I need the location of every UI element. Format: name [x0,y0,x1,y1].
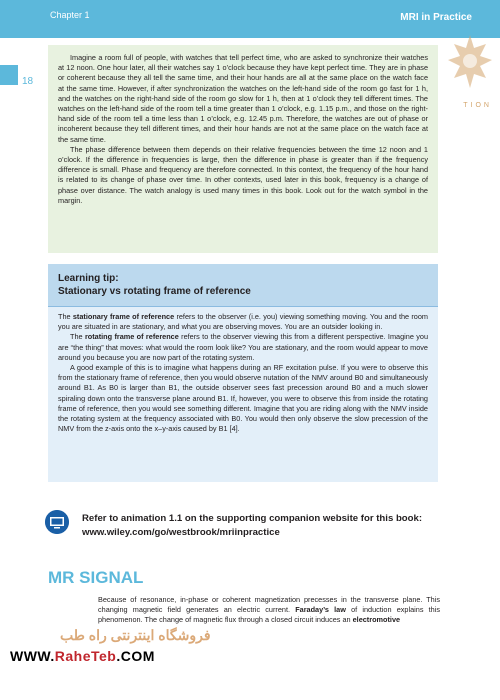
animation-reference-text: Refer to animation 1.1 on the supporting companion website for this book: [82,513,423,524]
watermark-url: WWW.RaheTeb.COM [10,648,155,664]
tip-paragraph-3: A good example of this is to imagine what happens during an RF excitation pulse. If you were to observe this from the stationary frame of reference, then you would observe nutation of the NMV around B0 and simultaneously around B1. As B0 is larger than B1, the outside observer sees fast precession around B0 and a much slower spiraling down onto the transverse plane around B1. If, however, you were to observe this from inside the rotating frame of reference, then you would see something different. Imagine that you are riding along with the NMV inside the rotating system at the frequency associated with B0. You would then only observe the slow precession of the NMV from the z-axis onto the x–y-axis caused by B1 [4]. [58,363,428,434]
watermark-shop-name: فروشگاه اینترنتی راه طب [60,627,211,643]
watch-paragraph-2: The phase difference between them depends on their relative frequencies between the time 12 noon and 1 o’clock. If the difference in frequencies is large, then the difference in phase is greater than if the frequency difference is small. Phase and frequency are therefore connected. In this context, the frequency of the hour hand is related to its change of phase over time. In other contexts, used later in this book, frequency is a change of phase over distance. The watch analogy is used many times in this book. Look out for the watch symbol in the margin. [58,144,428,205]
learning-tip-box [48,264,438,482]
learning-tip-header [48,264,438,307]
term-electromotive: electromotive [352,615,401,625]
mr-signal-paragraph: Because of resonance, in-phase or coherent magnetization precesses in the transverse plane. This changing magnetic field generates an electric current. Faraday’s law of induction explains this phenomenon. The change of magnetic flux through a closed circuit induces an electromotive [98,595,440,625]
companion-website-link[interactable]: www.wiley.com/go/westbrook/mriinpractice [82,527,280,538]
page-number: 18 [22,76,34,87]
book-title: MRI in Practice [400,12,472,23]
watch-paragraph-1: Imagine a room full of people, with watches that tell perfect time, who are asked to synchronize their watches at 12 noon. One hour later, all their watches say 1 o’clock because they have kept perfect time. They are in phase or coherent because they all tell the same time, and their hour hands are all at the same place on the watch face at the same time. However, if after synchronization the watches on the left-hand side of the room go fast for 1 h, and the watches on the right-hand side of the room go slow for 1 h, then at 1 o’clock they tell different times. The watches on the left-hand side of the room tell a time greater than 1 o’clock, e.g. 1.15 p.m., and those on the right-hand side of the room tell a time less than 1 o’clock, e.g. 12.45 p.m. Therefore, the watches are out of phase or incoherent because they tell different times, and their hour hands are not at the same place on the watch face at the same time. [58,53,428,144]
watermark-logo-text: TION [463,102,492,109]
term-faradays-law: Faraday’s law [295,605,346,615]
learning-tip-body [48,307,438,439]
learning-tip-label: Learning tip: [58,273,119,284]
section-heading-mr-signal: MR SIGNAL [48,568,144,587]
term-stationary-frame: stationary frame of reference [72,312,175,321]
term-rotating-frame: rotating frame of reference [84,332,179,342]
watch-analogy-box [48,45,438,253]
page-number-tab [0,65,18,85]
tip-paragraph-2: The rotating frame of reference refers to the observer viewing this from a different perspective. Imagine you are “the thing” that moves: what would the room look like? You are stationary, and the room would appear to move around you because you are now part of the rotating system. [58,332,428,362]
chapter-label: Chapter 1 [50,10,90,20]
animation-monitor-icon [45,510,69,534]
running-header [0,0,500,38]
learning-tip-title: Stationary vs rotating frame of reference [58,286,251,297]
tip-paragraph-1: The stationary frame of reference refers to the observer (i.e. you) viewing something moving. You and the room you are situated in are stationary, and what you are observing moves. You are an outsider looking in. [58,312,428,332]
watermark-logo-icon [440,30,500,100]
